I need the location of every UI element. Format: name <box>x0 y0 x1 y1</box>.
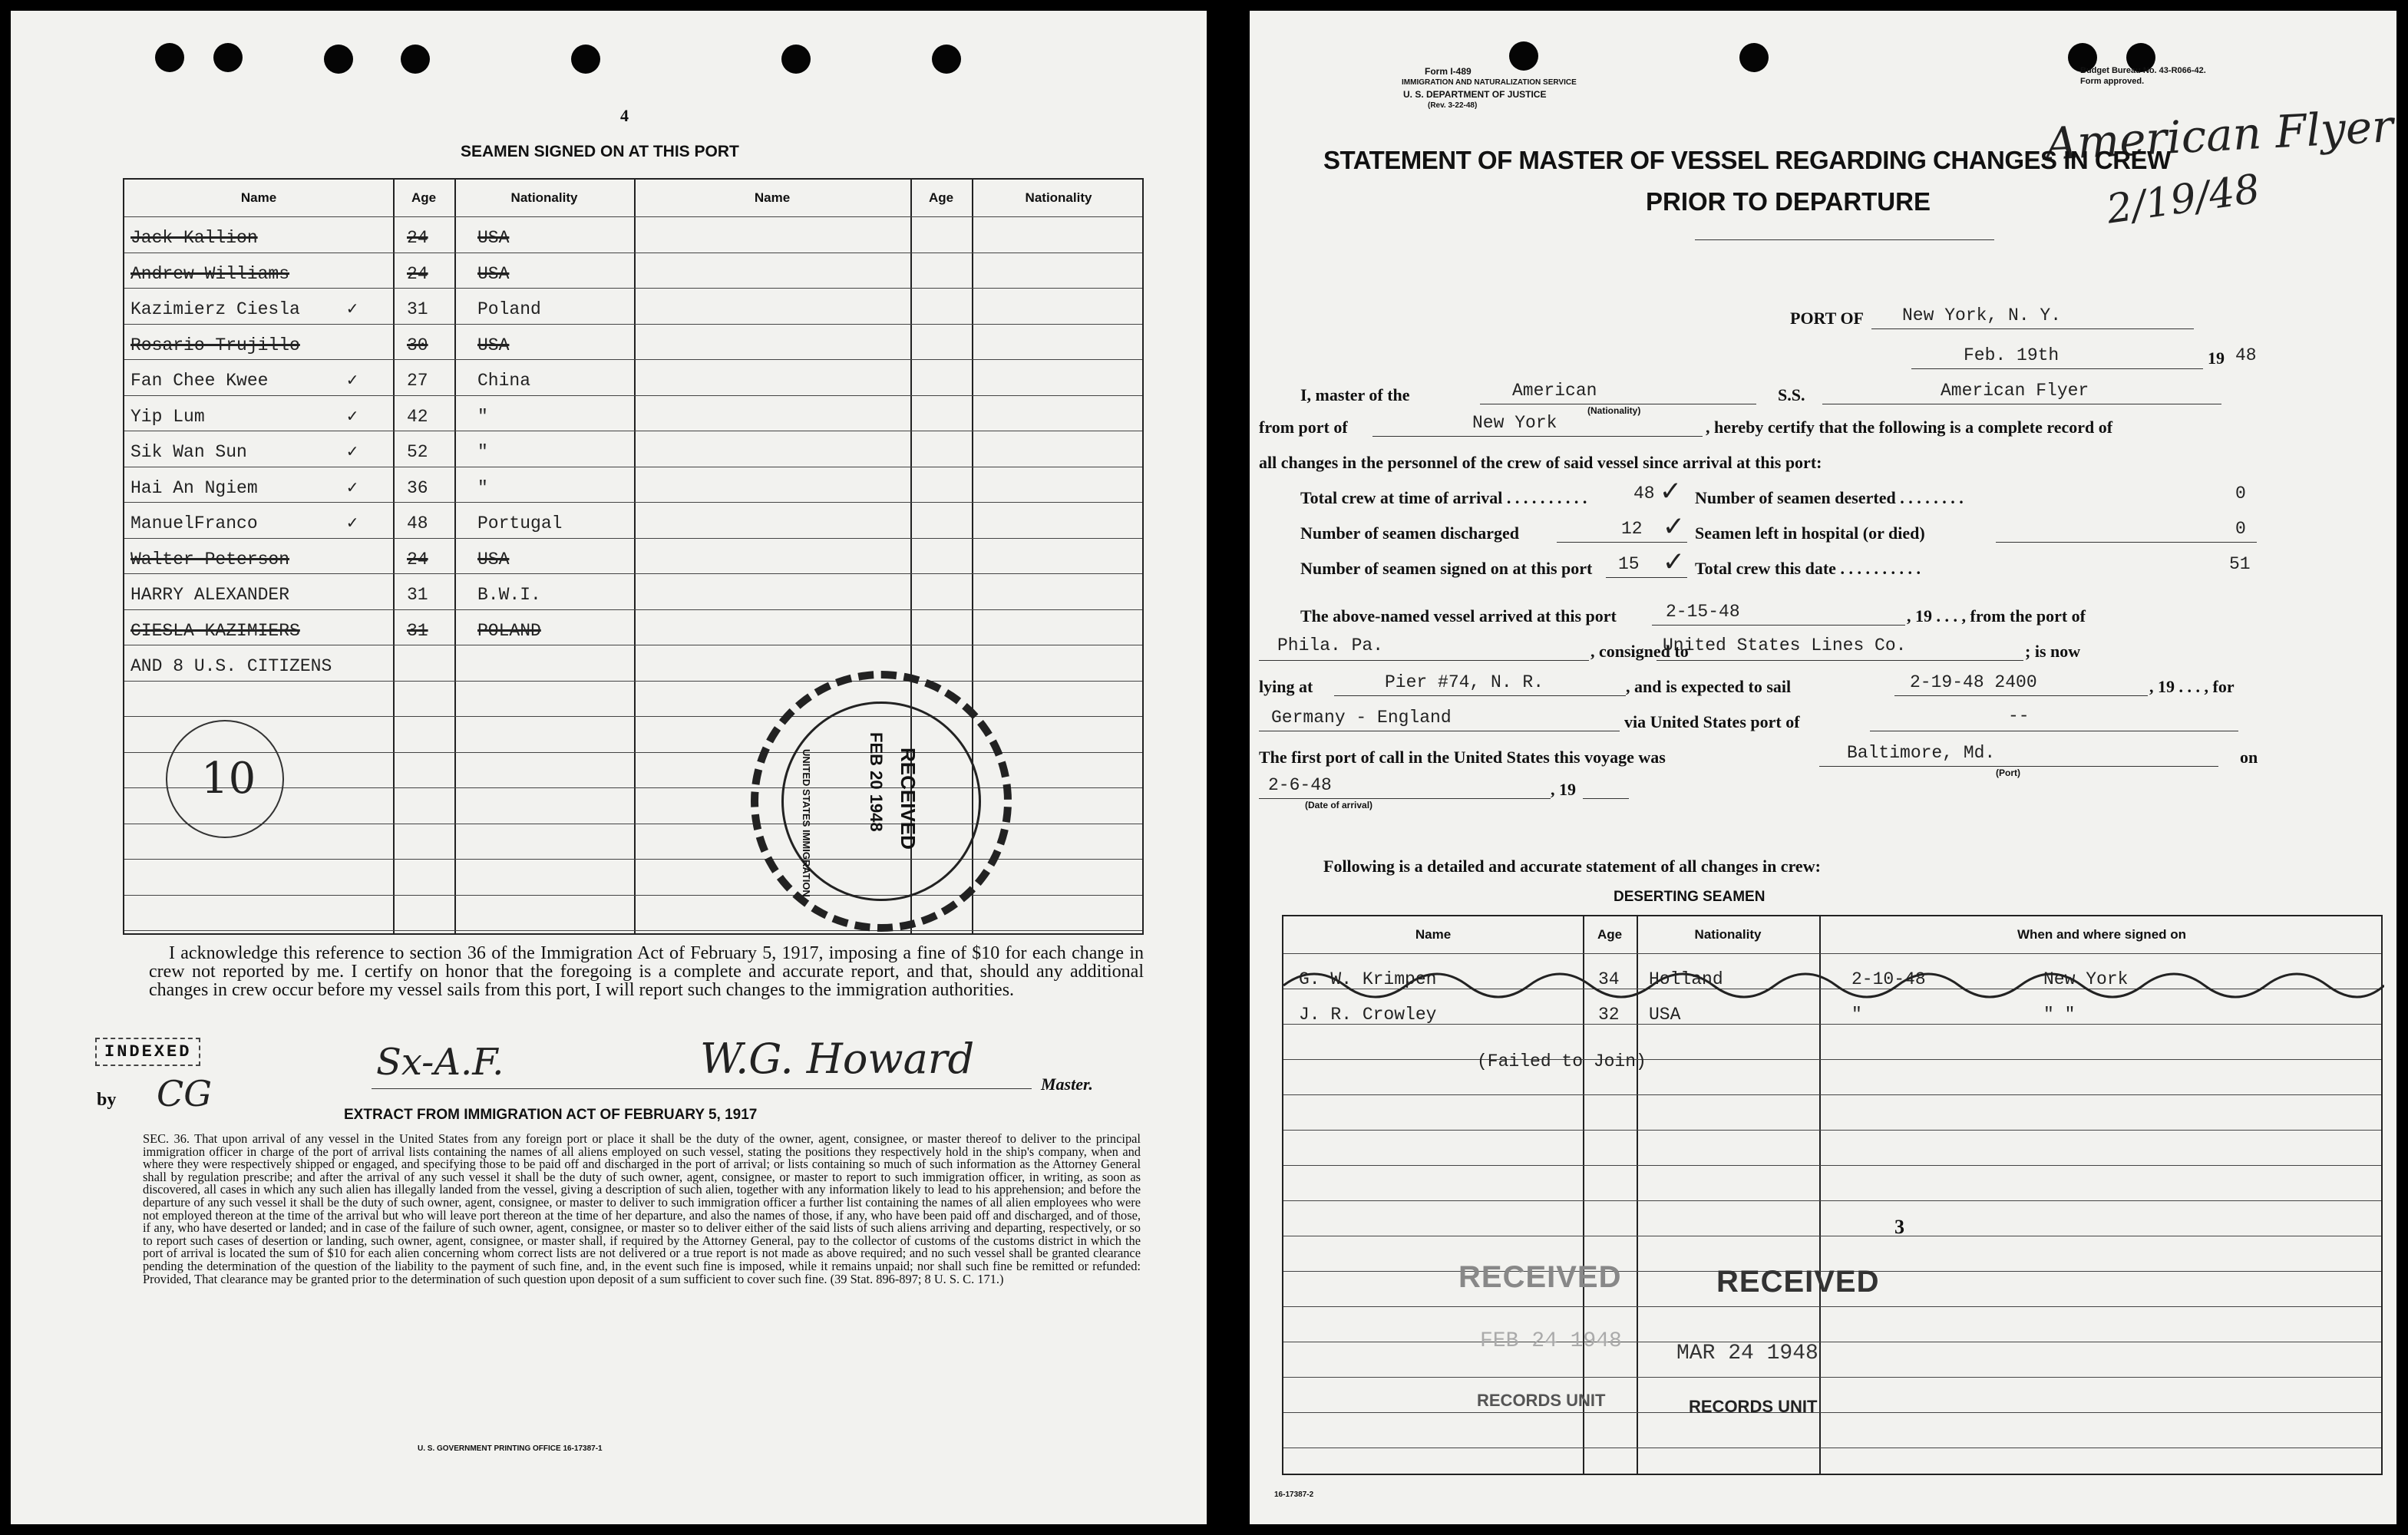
discharged-value: 12 <box>1621 519 1643 539</box>
crew-age: 31 <box>407 620 428 641</box>
column-header: Age <box>928 190 954 205</box>
row-rule <box>1283 1094 2381 1095</box>
row-rule <box>1283 953 2381 954</box>
crew-name: ManuelFranco <box>130 513 258 533</box>
crew-name: Fan Chee Kwee <box>130 371 269 391</box>
crew-name: Walter Peterson <box>130 549 290 569</box>
left-page <box>11 11 1207 1524</box>
port-of-label: PORT OF <box>1790 309 1864 328</box>
section-title: SEAMEN SIGNED ON AT THIS PORT <box>461 143 739 160</box>
handwritten-vessel-note: American Flyer <box>2043 100 2395 170</box>
crew-check: ✓ <box>347 477 358 498</box>
circled-count-value: 10 <box>201 754 256 804</box>
punch-hole <box>932 45 961 74</box>
punch-hole <box>324 45 353 74</box>
deserting-seamen-table <box>1282 915 2383 1475</box>
crew-check: ✓ <box>347 406 358 427</box>
form-title: STATEMENT OF MASTER OF VESSEL REGARDING CHANGES IN CREW <box>1323 146 2171 174</box>
lying-at-label: lying at <box>1259 677 1313 696</box>
records-unit-2: RECORDS UNIT <box>1689 1397 1818 1416</box>
received-round-stamp <box>751 671 1012 932</box>
crew-nationality: " <box>477 406 488 427</box>
crew-name: CIESLA KAZIMIERS <box>130 620 300 641</box>
rule <box>1334 695 1626 696</box>
deserter-name: J. R. Crowley <box>1299 1005 1437 1025</box>
total-crew-date-value: 51 <box>2229 554 2251 574</box>
rule <box>1871 328 2194 329</box>
crew-name: Rosario Trujillo <box>130 335 300 355</box>
row-rule <box>124 395 1142 396</box>
lying-at-value: Pier #74, N. R. <box>1385 672 1544 692</box>
column-header: Nationality <box>510 190 578 205</box>
printing-office: U. S. GOVERNMENT PRINTING OFFICE 16-17387-1 <box>418 1444 603 1453</box>
hospital-label: Seamen left in hospital (or died) <box>1695 523 1925 543</box>
form-agency: IMMIGRATION AND NATURALIZATION SERVICE <box>1402 78 1577 87</box>
date-of-arrival-caption: (Date of arrival) <box>1305 800 1373 810</box>
check-marks: ✓ <box>1664 511 1683 546</box>
received-stamp-1: RECEIVED <box>1458 1260 1622 1294</box>
from-the-port-value: Phila. Pa. <box>1277 635 1384 655</box>
ss-name: American Flyer <box>1941 381 2089 401</box>
row-rule <box>124 895 1142 896</box>
deserting-title: DESERTING SEAMEN <box>1614 889 1766 905</box>
arrived-label: The above-named vessel arrived at this port <box>1300 606 1617 626</box>
crew-nationality: USA <box>477 549 510 569</box>
crew-nationality: Poland <box>477 299 541 319</box>
column-header: When and where signed on <box>2017 927 2187 942</box>
crew-nationality: " <box>477 477 488 498</box>
form-department: U. S. DEPARTMENT OF JUSTICE <box>1403 89 1547 100</box>
row-rule <box>1283 1024 2381 1025</box>
rule <box>1259 660 1589 661</box>
crew-check: ✓ <box>347 513 358 533</box>
crew-check: ✓ <box>347 371 358 391</box>
wavy-strike-line <box>1283 962 2384 1008</box>
records-unit-1: RECORDS UNIT <box>1477 1391 1606 1410</box>
from-port-value: New York <box>1472 413 1557 433</box>
first-port-label: The first port of call in the United States this voyage was <box>1259 748 1666 767</box>
hospital-value: 0 <box>2235 519 2246 539</box>
punch-hole <box>213 43 243 72</box>
extract-title: EXTRACT FROM IMMIGRATION ACT OF FEBRUARY 5, 1917 <box>344 1107 758 1123</box>
deserter-nationality: Holland <box>1649 969 1723 989</box>
signature-2: W.G. Howard <box>700 1035 975 1083</box>
rule <box>1259 798 1551 799</box>
date-value: Feb. 19th <box>1964 345 2060 365</box>
signed-on-label: Number of seamen signed on at this port <box>1300 559 1593 578</box>
crew-age: 52 <box>407 442 428 462</box>
form-approved: Form approved. <box>2080 77 2145 86</box>
row-rule <box>1283 1306 2381 1307</box>
row-rule <box>1283 1377 2381 1378</box>
nationality-caption: (Nationality) <box>1587 405 1641 416</box>
is-now-label: ; is now <box>2025 642 2081 661</box>
crew-nationality: " <box>477 442 488 462</box>
crew-age: 31 <box>407 299 428 319</box>
rule <box>1819 766 2218 767</box>
budget-bureau: Budget Bureau No. 43-R066-42. <box>2080 66 2206 75</box>
stamp-date: FEB 20 1948 <box>867 732 886 832</box>
certify-text: , hereby certify that the following is a complete record of <box>1706 418 2113 437</box>
punch-hole <box>571 45 600 74</box>
port-of-value: New York, N. Y. <box>1902 305 2062 325</box>
discharged-label: Number of seamen discharged <box>1300 523 1519 543</box>
crew-name: Kazimierz Ciesla <box>130 299 300 319</box>
total-crew-arrival-label: Total crew at time of arrival . . . . . . . . . . <box>1300 488 1587 507</box>
crew-age: 42 <box>407 406 428 427</box>
crew-age: 30 <box>407 335 428 355</box>
acknowledgement-text: I acknowledge this reference to section 36 of the Immigration Act of February 5, 1917, imposing a fine of $10 for each change in crew not reported by me. I certify on honor that the foregoing is a complete and accurate report, and that, should any additional changes in crew occur before my vessel sails from this port, I will report such changes to the immigration authorities. <box>149 943 1144 1000</box>
crew-age: 24 <box>407 228 428 248</box>
nationality-value: American <box>1512 381 1597 401</box>
year-value: 48 <box>2235 345 2257 365</box>
column-header: Nationality <box>1025 190 1092 205</box>
from-the-port-label: , 19 . . . , from the port of <box>1907 606 2086 626</box>
crew-nationality: POLAND <box>477 620 541 641</box>
row-rule <box>124 930 1142 931</box>
all-changes-text: all changes in the personnel of the crew of said vessel since arrival at this port: <box>1259 453 1822 472</box>
master-of-label: I, master of the <box>1300 385 1410 404</box>
check-marks: ✓ <box>1661 476 1680 510</box>
column-header: Name <box>1415 927 1452 942</box>
punch-hole <box>781 45 811 74</box>
rule <box>1996 542 2257 543</box>
punch-hole <box>1739 43 1769 72</box>
row-rule <box>124 716 1142 717</box>
crew-age: 24 <box>407 549 428 569</box>
expected-label: , and is expected to sail <box>1626 677 1792 696</box>
column-header: Name <box>754 190 791 205</box>
deserter-where: New York <box>2043 969 2129 989</box>
sail-date: 2-19-48 2400 <box>1910 672 2037 692</box>
row-rule <box>1283 1165 2381 1166</box>
from-port-label: from port of <box>1259 418 1348 437</box>
crew-check: ✓ <box>347 442 358 462</box>
consigned-label: , consigned to <box>1590 642 1689 661</box>
deserter-where: " " <box>2043 1005 2076 1025</box>
crew-age: 27 <box>407 371 428 391</box>
master-label: Master. <box>1041 1074 1093 1094</box>
row-rule <box>1283 1412 2381 1413</box>
column-header: Name <box>240 190 277 205</box>
crew-age: 36 <box>407 477 428 498</box>
form-subtitle: PRIOR TO DEPARTURE <box>1646 187 1931 216</box>
crew-nationality: USA <box>477 335 510 355</box>
row-rule <box>124 216 1142 217</box>
for-label: , 19 . . . , for <box>2149 677 2235 696</box>
deserted-label: Number of seamen deserted . . . . . . . . <box>1695 488 1964 507</box>
indexed-initials: CG <box>157 1073 212 1114</box>
crew-check: ✓ <box>347 299 358 319</box>
arrival-date-value: 2-6-48 <box>1268 775 1332 795</box>
deserter-nationality: USA <box>1649 1005 1681 1025</box>
signed-on-value: 15 <box>1618 554 1640 574</box>
deserter-age: 32 <box>1598 1005 1620 1025</box>
deserted-value: 0 <box>2235 484 2246 503</box>
column-header: Age <box>411 190 437 205</box>
signature-line <box>372 1088 1032 1089</box>
indexed-by-label: by <box>97 1090 117 1110</box>
crew-age: 31 <box>407 585 428 605</box>
arrived-date: 2-15-48 <box>1666 602 1740 622</box>
extract-text: SEC. 36. That upon arrival of any vessel in the United States from any foreign port or place it shall be the duty of the owner, agent, consignee, or master thereof to deliver to the principal immigration officer in charge of the port of arrival lists containing the names of all aliens employed on such vessel, stating the positions they respectively hold in the ship's company, when and where they were respectively shipped or engaged, and specifying those to be paid off and discharged in the port of arrival; or lists containing so much of such information as the Attorney General shall by regulation prescribe; and after the arrival of any such vessel it shall be the duty of such owner, agent, consignee, or master to report to such immigration officer, in writing, as soon as discovered, all cases in which any such alien has illegally landed from the vessel, giving a description of such alien, together with any information likely to lead to his apprehension; and before the departure of any such vessel it shall be the duty of such owner, agent, consignee, or master to deliver to such immigration officer a further list containing the names of all alien employees who were not employed thereon at the time of the arrival but who will leave port thereon at the time of her departure, and also the names of those, if any, who have been paid off and discharged, and of those, if any, who have deserted or landed; and in case of the failure of such owner, agent, consignee, or master so to deliver either of the said lists of such aliens arriving and departing, respectively, or so to report such cases of desertion or landing, such owner, agent, consignee, or master shall, if required by the Attorney General, pay to the collector of customs of the customs district in which the port of arrival is located the sum of $10 for each alien concerning whom correct lists are not delivered or a true report is not made as above required; and no such vessel shall be granted clearance pending the determination of the question of the liability to the payment of such fine, and, in the event such fine is imposed, while it remains unpaid; nor shall such fine be remitted or refunded: Provided, That clearance may be granted prior to the determination of such question upon deposit of a sum sufficient to cover such fine. (39 Stat. 896-897; 8 U. S. C. 171.) <box>143 1131 1141 1286</box>
consigned-value: United States Lines Co. <box>1663 635 1907 655</box>
rule <box>1911 368 2203 369</box>
crew-name: Andrew Williams <box>130 263 290 284</box>
crew-name: Jack Kallion <box>130 228 258 248</box>
received-date-2: MAR 24 1948 <box>1676 1342 1818 1365</box>
first-port-value: Baltimore, Md. <box>1847 743 1996 763</box>
failed-note: (Failed to Join) <box>1477 1051 1647 1071</box>
crew-name: Hai An Ngiem <box>130 477 258 498</box>
crew-nationality: Portugal <box>477 513 563 533</box>
row-rule <box>124 502 1142 503</box>
ss-label: S.S. <box>1778 385 1805 404</box>
deserter-when: " <box>1851 1005 1862 1025</box>
following-text: Following is a detailed and accurate statement of all changes in crew: <box>1323 857 1821 876</box>
column-header: Age <box>1597 927 1623 942</box>
right-page <box>1250 11 2396 1524</box>
page-number: 4 <box>620 106 629 125</box>
port-caption: (Port) <box>1996 768 2020 778</box>
handwritten-date: 2/19/48 <box>2103 166 2263 233</box>
page-number: 3 <box>1894 1216 1904 1238</box>
rule <box>1894 695 2148 696</box>
total-crew-date-label: Total crew this date . . . . . . . . . . <box>1695 559 1921 578</box>
via-port-value: -- <box>2008 706 2030 726</box>
form-revision: (Rev. 3-22-48) <box>1428 101 1478 110</box>
stamp-center-text: RECEIVED <box>897 748 920 850</box>
form-number: Form I-489 <box>1425 66 1472 77</box>
year-prefix: 19 <box>2208 348 2225 368</box>
row-rule <box>124 538 1142 539</box>
deserter-age: 34 <box>1598 969 1620 989</box>
deserter-when: 2-10-48 <box>1851 969 1926 989</box>
check-marks: ✓ <box>1664 546 1683 581</box>
crew-name: HARRY ALEXANDER <box>130 585 290 605</box>
indexed-stamp: INDEXED <box>95 1038 200 1066</box>
rule <box>1652 625 1905 626</box>
row-rule <box>1283 1130 2381 1131</box>
column-header: Nationality <box>1694 927 1762 942</box>
rule <box>1657 660 2023 661</box>
rule <box>1695 239 1994 240</box>
punch-hole <box>401 45 430 74</box>
crew-name: AND 8 U.S. CITIZENS <box>130 656 332 676</box>
crew-nationality: USA <box>477 228 510 248</box>
rule <box>1583 798 1629 799</box>
crew-age: 48 <box>407 513 428 533</box>
row-rule <box>1283 1059 2381 1060</box>
nineteen-label: , 19 <box>1551 780 1576 799</box>
received-stamp-2: RECEIVED <box>1716 1265 1880 1299</box>
destination-value: Germany - England <box>1271 708 1452 728</box>
punch-hole <box>155 43 184 72</box>
punch-hole <box>1509 41 1538 71</box>
crew-age: 24 <box>407 263 428 284</box>
rule <box>1372 436 1703 437</box>
crew-nationality: B.W.I. <box>477 585 541 605</box>
crew-name: Sik Wan Sun <box>130 442 247 462</box>
crew-nationality: USA <box>477 263 510 284</box>
stamp-outer-text: UNITED STATES IMMIGRATION <box>801 749 812 897</box>
on-label: on <box>2240 748 2258 767</box>
via-label: via United States port of <box>1624 712 1800 731</box>
row-rule <box>1283 1200 2381 1201</box>
total-crew-arrival-value: 48 <box>1633 484 1655 503</box>
crew-nationality: China <box>477 371 531 391</box>
crew-name: Yip Lum <box>130 406 205 427</box>
form-code: 16-17387-2 <box>1274 1490 1314 1499</box>
signature-1: Sx-A.F. <box>376 1041 504 1084</box>
received-date-1: FEB 24 1948 <box>1480 1329 1622 1353</box>
deserter-name: G. W. Krimpen <box>1299 969 1437 989</box>
crew-signed-on-table <box>123 178 1144 935</box>
